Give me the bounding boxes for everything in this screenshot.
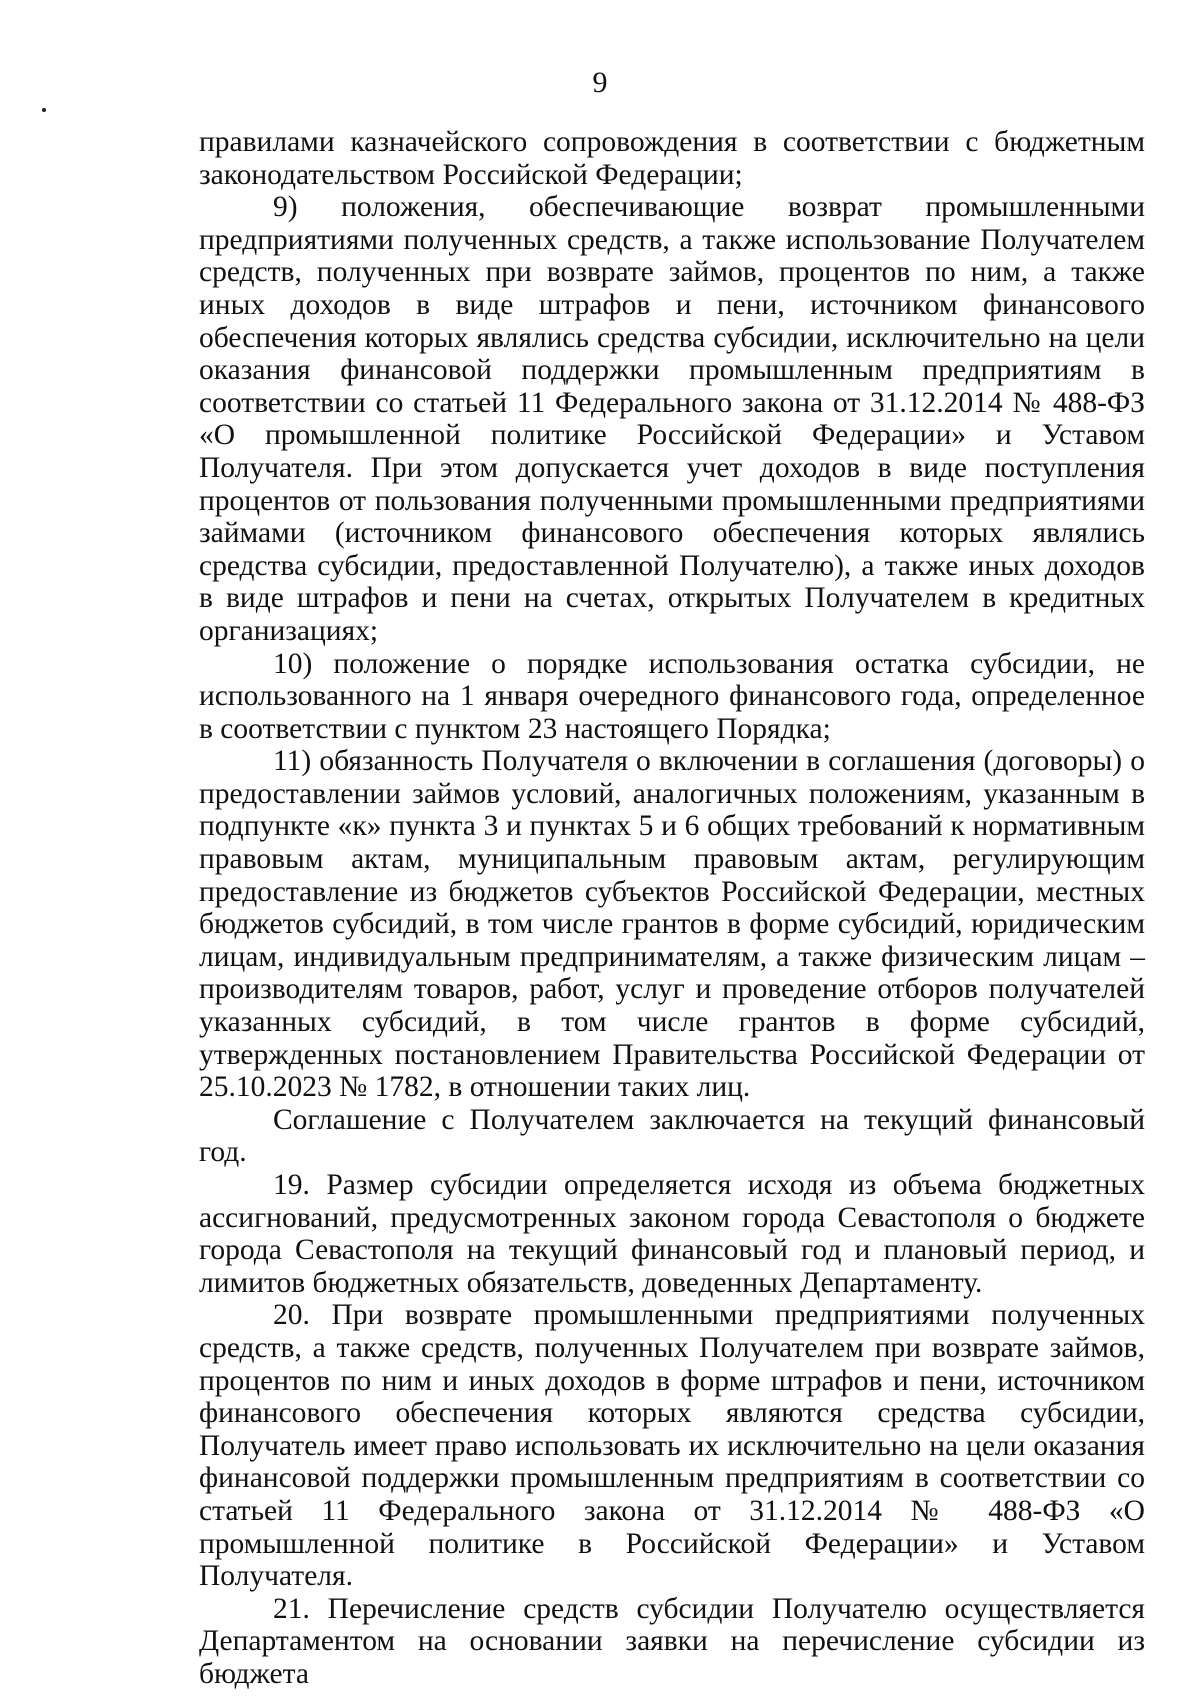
paragraph-agreement-term: Соглашение с Получателем заключается на текущий финансовый год. (199, 1103, 1145, 1169)
paragraph-section-21: 21. Перечисление средств субсидии Получателю осуществляется Департаментом на основании заявки на перечисление субсидии из бюджета (199, 1592, 1145, 1690)
paragraph-item-10: 10) положение о порядке использования остатка субсидии, не использованного на 1 января очередного финансового года, определенное в соответствии с пунктом 23 настоящего Порядка; (199, 647, 1145, 745)
paragraph-item-11: 11) обязанность Получателя о включении в соглашения (договоры) о предоставлении займов условий, аналогичных положениям, указанным в подпункте «к» пункта 3 и пунктах 5 и 6 общих требований к нормативным правовым актам, муниципальным правовым актам, регулирующим предоставление из бюджетов субъектов Российской Федерации, местных бюджетов субсидий, в том числе грантов в форме субсидий, юридическим лицам, индивидуальным предпринимателям, а также физическим лицам – производителям товаров, работ, услуг и проведение отборов получателей указанных субсидий, в том числе грантов в форме субсидий, утвержденных постановлением Правительства Российской Федерации от 25.10.2023 № 1782, в отношении таких лиц. (199, 745, 1145, 1104)
paragraph-item-9: 9) положения, обеспечивающие возврат промышленными предприятиями полученных средств, а также использование Получателем средств, полученных при возврате займов, процентов по ним, а также иных доходов в виде штрафов и пени, источником финансового обеспечения которых являлись средства субсидии, исключительно на цели оказания финансовой поддержки промышленным предприятиям в соответствии со статьей 11 Федерального закона от 31.12.2014 № 488-ФЗ «О промышленной политике Российской Федерации» и Уставом Получателя. При этом допускается учет доходов в виде поступления процентов от пользования полученными промышленными предприятиями займами (источником финансового обеспечения которых являлись средства субсидии, предоставленной Получателю), а также иных доходов в виде штрафов и пени на счетах, открытых Получателем в кредитных организациях; (199, 191, 1145, 647)
document-body (199, 126, 1145, 1691)
page-number: 9 (592, 66, 608, 99)
scan-speck (42, 108, 46, 112)
paragraph-continuation: правилами казначейского сопровождения в соответствии с бюджетным законодательством Российской Федерации; (199, 126, 1145, 191)
paragraph-section-20: 20. При возврате промышленными предприятиями полученных средств, а также средств, полученных Получателем при возврате займов, процентов по ним и иных доходов в форме штрафов и пени, источником финансового обеспечения которых являются средства субсидии, Получатель имеет право использовать их исключительно на цели оказания финансовой поддержки промышленным предприятиям в соответствии со статьей 11 Федерального закона от 31.12.2014 № 488-ФЗ «О промышленной политике в Российской Федерации» и Уставом Получателя. (199, 1299, 1145, 1593)
paragraph-section-19: 19. Размер субсидии определяется исходя из объема бюджетных ассигнований, предусмотренных законом города Севастополя о бюджете города Севастополя на текущий финансовый год и плановый период, и лимитов бюджетных обязательств, доведенных Департаменту. (199, 1169, 1145, 1299)
